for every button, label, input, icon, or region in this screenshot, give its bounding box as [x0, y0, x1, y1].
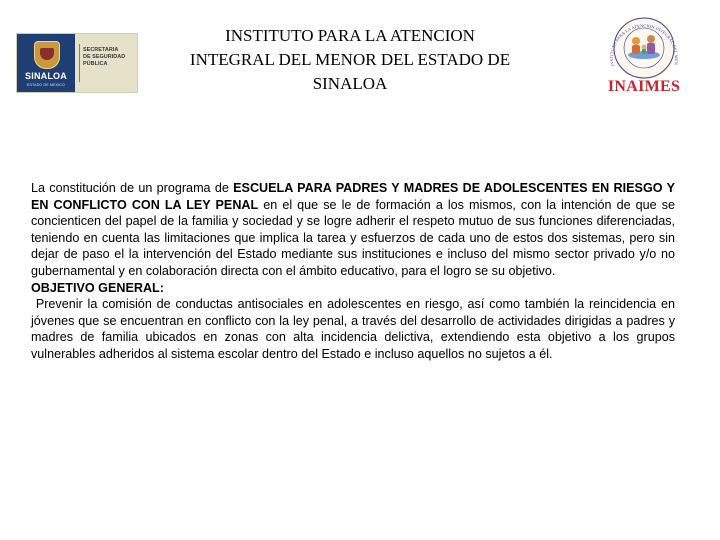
objective-paragraph: Prevenir la comisión de conductas antisociales en adolescentes en riesgo, así como también la reincidencia en jóvenes que se encuentran en conflicto con la ley penal, a través del desarrollo de actividades dirigidas a padres y madres de familia ubicados en zonas con alta incidencia delictiva, extendiendo esta objetivo a los grupos vulnerables adheridos al sistema escolar dentro del Estado e incluso aquellos no sujetos a él.: [31, 297, 679, 361]
institute-title: [150, 24, 550, 96]
intro-text: La constitución de un programa de: [31, 181, 234, 195]
document-body: [31, 180, 679, 363]
program-name: ESCUELA PARA PADRES Y MADRES DE ADOLESCENTES EN RIESGO Y EN CONFLICTO CON LA LEY PENAL: [31, 181, 675, 212]
seal-ring-text: INSTITUTO PARA LA ATENCION INTEGRAL DEL MEN: [608, 23, 680, 67]
shield-emblem-icon: [40, 48, 54, 60]
title-line: SINALOA: [312, 74, 388, 93]
objective-heading: OBJETIVO GENERAL:: [31, 280, 164, 295]
department-line: SECRETARIA: [83, 47, 119, 53]
department-line: DE SEGURIDAD: [83, 54, 126, 60]
inaimes-logo: [596, 14, 692, 98]
sinaloa-brand-text: SINALOA: [25, 71, 67, 81]
sinaloa-brand-subtitle: ESTADO DE MEXICO: [27, 83, 65, 87]
intro-text-continued: en el que se le de formación a los mismos, con la intención de que se concienticen del papel de la familia y sociedad y se logre adherir el respeto mutuo de sus funciones diferenciadas, teniendo en cuenta las limitaciones que implica la tarea y esfuerzos de cada uno de estos dos sistemas, pero sin dejar de paso el la intervención del Estado mediante sus instituciones e incluso del mismo sector privado y/o no gubernamental y en colaboración directa con el ámbito educativo, para el logro se su objetivo.: [31, 197, 676, 278]
inaimes-seal-icon: [596, 14, 692, 80]
logo-divider: [79, 44, 80, 82]
page-header: [0, 0, 720, 170]
department-name: [83, 47, 137, 68]
intro-paragraph: [31, 180, 675, 280]
inaimes-acronym: INAIMES: [607, 78, 681, 95]
sinaloa-shield-icon: [34, 41, 60, 69]
department-line: PÚBLICA: [83, 61, 108, 67]
title-line: INTEGRAL DEL MENOR DEL ESTADO DE: [189, 50, 511, 69]
sinaloa-logo-panel: [17, 34, 75, 92]
sinaloa-security-logo: [16, 33, 138, 93]
title-line: INSTITUTO PARA LA ATENCION: [225, 26, 475, 45]
